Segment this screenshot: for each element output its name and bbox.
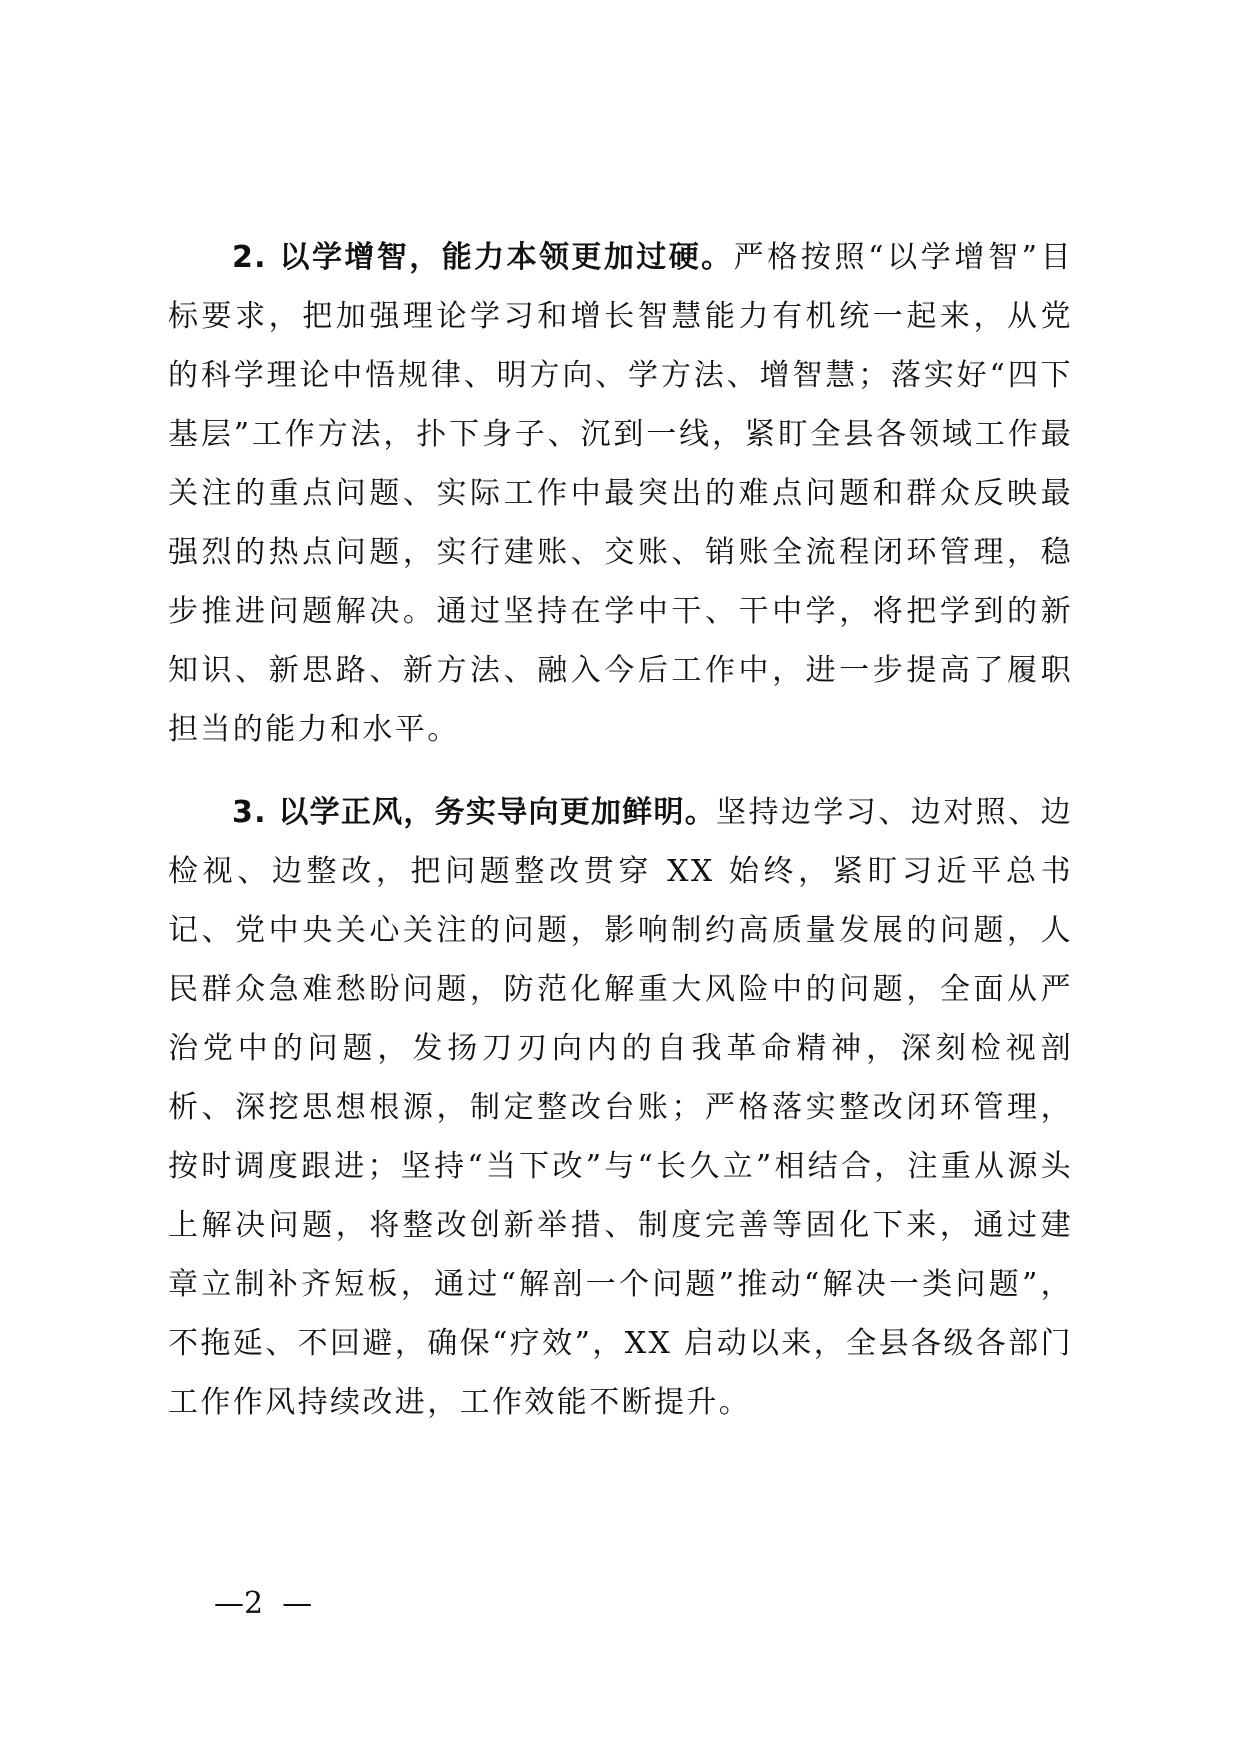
paragraph-heading: 2. 以学增智，能力本领更加过硬。 — [232, 240, 734, 275]
paragraph-text: 坚持边学习、边对照、边检视、边整改，把问题整改贯穿 XX 始终，紧盯习近平总书记、党中央关心关注的问题，影响制约高质量发展的问题，人民群众急难愁盼问题，防范化解重大风险中的问题，全面从严治党中的问题，发扬刀刃向内的自我革命精神，深刻检视剖析、深挖思想根源，制定整改台账；严格落实整改闭环管理，按时调度跟进；坚持“当下改”与“长久立”相结合，注重从源头上解决问题，将整改创新举措、制度完善等固化下来，通过建章立制补齐短板，通过“解剖一个问题”推动“解决一类问题”，不拖延、不回避，确保“疗效”，XX 启动以来，全县各级各部门工作作风持续改进，工作效能不断提升。 — [168, 795, 1073, 1420]
page-number: —2 — — [214, 1586, 313, 1621]
paragraph-study-wisdom — [168, 228, 1073, 759]
document-body — [168, 228, 1073, 1456]
paragraph-study-style — [168, 783, 1073, 1432]
paragraph-text: 严格按照“以学增智”目标要求，把加强理论学习和增长智慧能力有机统一起来，从党的科学理论中悟规律、明方向、学方法、增智慧；落实好“四下基层”工作方法，扑下身子、沉到一线，紧盯全县各领域工作最关注的重点问题、实际工作中最突出的难点问题和群众反映最强烈的热点问题，实行建账、交账、销账全流程闭环管理，稳步推进问题解决。通过坚持在学中干、干中学，将把学到的新知识、新思路、新方法、融入今后工作中，进一步提高了履职担当的能力和水平。 — [168, 240, 1073, 747]
paragraph-heading: 3. 以学正风，务实导向更加鲜明。 — [232, 795, 716, 830]
